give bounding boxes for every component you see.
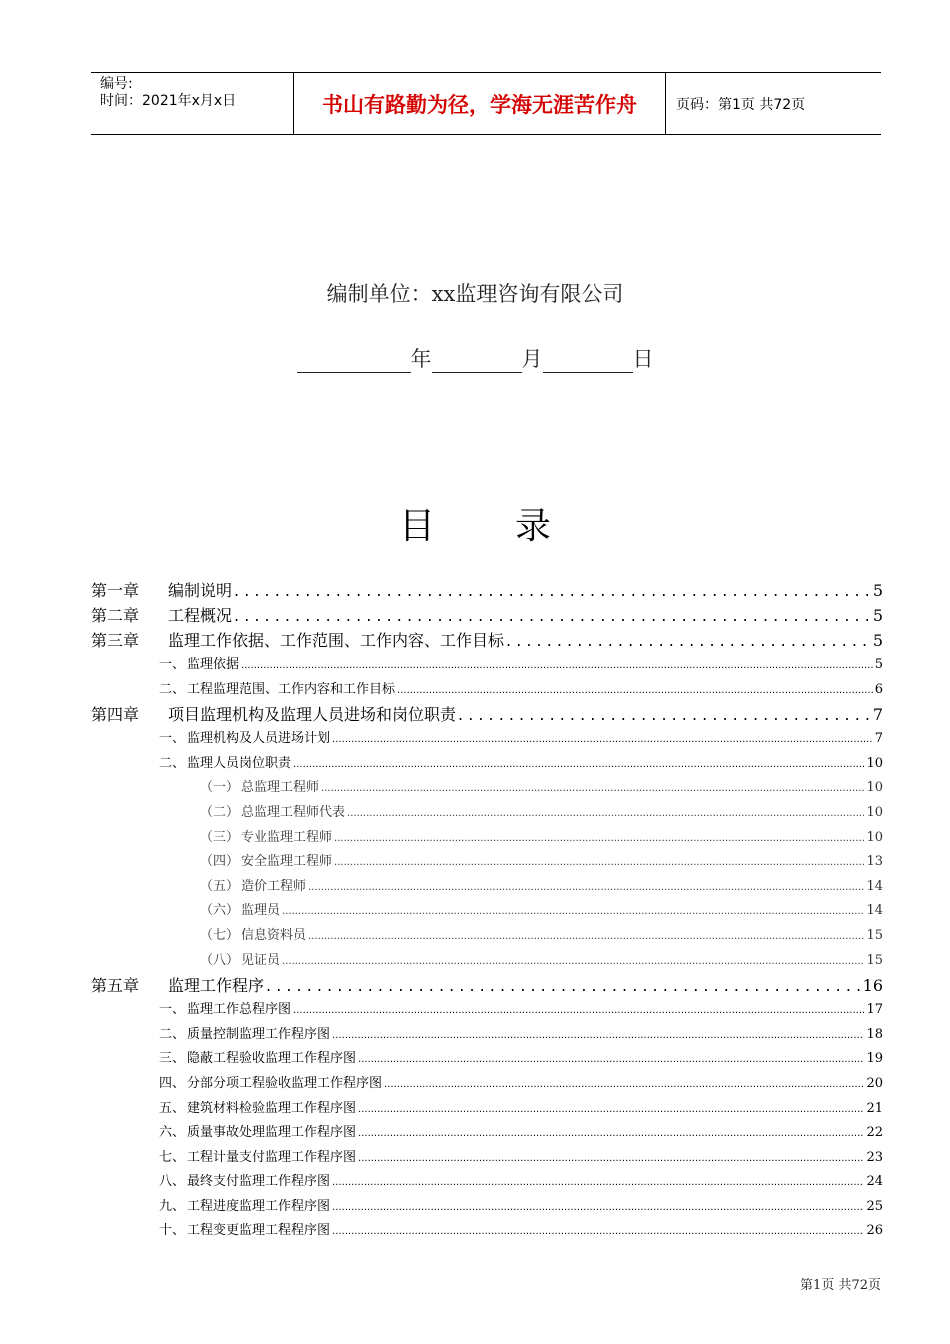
toc-entry-leader: [358, 1101, 864, 1116]
toc-entry-title: 监理依据: [187, 657, 240, 672]
toc-entry-page: 22: [866, 1125, 883, 1141]
toc-entry-leader: [282, 953, 864, 968]
toc-entry-page: 26: [866, 1223, 883, 1239]
year-blank: [297, 346, 411, 373]
toc-entry-title: 工程进度监理工作程序图: [187, 1198, 331, 1214]
toc-entry-number: 一、: [159, 1002, 186, 1018]
toc-entry-title: 工程监理范围、工作内容和工作目标: [187, 681, 396, 697]
toc-entry[interactable]: [91, 1146, 883, 1171]
header-meta: [91, 73, 293, 134]
toc-title: 目录: [398, 506, 631, 547]
month-blank: [432, 346, 522, 373]
toc-entry-number: 十、: [159, 1223, 186, 1239]
toc-entry-page: 6: [874, 681, 883, 697]
toc-entry-page: 24: [866, 1174, 883, 1190]
header-motto-cell: [293, 73, 666, 134]
toc-entry-number: 一、: [159, 731, 186, 747]
toc-entry-page: 10: [866, 780, 883, 796]
toc-entry-number: 五、: [159, 1100, 186, 1116]
toc-entry[interactable]: [91, 678, 883, 703]
day-label: 日: [632, 347, 654, 371]
toc-entry-leader: [241, 657, 873, 672]
toc-entry-title: 工程概况: [168, 606, 233, 625]
toc-entry-page: 19: [866, 1051, 883, 1067]
toc-entry-title: 造价工程师: [241, 878, 307, 894]
toc-entry-title: 信息资料员: [241, 927, 307, 943]
toc-entry[interactable]: [91, 1072, 883, 1097]
toc-entry-number: 第三章: [91, 631, 140, 650]
toc-entry-number: 八、: [159, 1174, 186, 1190]
toc-entry-number: （八）: [200, 952, 240, 968]
toc-entry-number: （七）: [200, 927, 240, 943]
toc-entry-number: 六、: [159, 1125, 186, 1141]
toc-entry[interactable]: [91, 850, 883, 875]
year-label: 年: [410, 347, 432, 371]
toc-entry-title: 质量控制监理工作程序图: [187, 1026, 331, 1042]
toc-entry-leader: [358, 1125, 864, 1140]
toc-entry-title: 质量事故处理监理工作程序图: [187, 1125, 357, 1141]
time-label: 时间：2021年x月x日: [100, 93, 237, 109]
toc-entry-leader: [347, 805, 864, 820]
toc-entry[interactable]: [91, 949, 883, 974]
number-label: 编号:: [100, 76, 133, 92]
toc-entry-title: 工程计量支付监理工作程序图: [187, 1149, 357, 1165]
toc-entry-number: （六）: [200, 903, 240, 919]
motto: 书山有路勤为径，学海无涯苦作舟: [322, 91, 637, 117]
table-of-contents: [91, 578, 883, 1244]
toc-entry[interactable]: [91, 603, 883, 628]
toc-entry-leader: [308, 928, 864, 943]
toc-entry-number: （二）: [200, 804, 240, 820]
toc-entry-leader: [358, 1150, 864, 1165]
toc-entry-page: 14: [866, 903, 883, 919]
toc-entry-page: 5: [872, 606, 883, 625]
toc-entry[interactable]: [91, 826, 883, 851]
toc-entry-title: 建筑材料检验监理工作程序图: [187, 1100, 357, 1116]
toc-entry-leader: [358, 1051, 864, 1066]
toc-entry-page: 20: [866, 1075, 883, 1091]
header-page-label: 页码：第1页 共72页: [676, 96, 806, 113]
toc-entry-number: 二、: [159, 681, 186, 697]
page-header: [91, 72, 881, 135]
toc-entry[interactable]: [91, 1097, 883, 1122]
toc-entry-page: 7: [874, 731, 883, 747]
toc-entry-page: 25: [866, 1198, 883, 1214]
toc-entry-number: 第四章: [91, 705, 140, 725]
toc-entry-number: （五）: [200, 878, 240, 894]
toc-entry[interactable]: [91, 875, 883, 900]
toc-entry-page: 17: [866, 1002, 883, 1018]
toc-entry-number: （三）: [200, 829, 240, 845]
toc-entry-title: 安全监理工程师: [241, 854, 333, 870]
toc-entry-title: 工程变更监理工程程序图: [187, 1223, 331, 1239]
toc-entry-title: 监理工作程序: [168, 976, 265, 996]
toc-entry-page: 23: [866, 1149, 883, 1165]
toc-entry-number: 三、: [159, 1051, 186, 1067]
toc-entry-leader: [234, 581, 871, 600]
toc-entry-title: 总监理工程师: [241, 780, 320, 796]
toc-entry-page: 15: [866, 927, 883, 943]
toc-entry-title: 编制说明: [168, 581, 233, 600]
month-label: 月: [521, 347, 543, 371]
toc-entry-leader: [321, 780, 864, 795]
toc-entry-number: 一、: [159, 657, 186, 672]
toc-entry-number: （四）: [200, 854, 240, 870]
toc-entry-page: 5: [872, 631, 883, 650]
toc-entry-leader: [506, 631, 871, 650]
toc-entry-title: 最终支付监理工作程序图: [187, 1174, 331, 1190]
toc-entry-title: 总监理工程师代表: [241, 804, 346, 820]
toc-entry-leader: [397, 682, 873, 697]
toc-entry-leader: [384, 1076, 864, 1091]
toc-entry-leader: [282, 903, 864, 918]
toc-entry-page: 7: [872, 705, 883, 725]
toc-entry-title: 专业监理工程师: [241, 829, 333, 845]
toc-entry-number: 二、: [159, 1026, 186, 1042]
toc-entry-number: 二、: [159, 755, 186, 771]
toc-entry-page: 13: [866, 854, 883, 870]
toc-entry-number: 第五章: [91, 976, 140, 996]
toc-entry-leader: [234, 606, 871, 625]
toc-entry-page: 18: [866, 1026, 883, 1042]
toc-entry[interactable]: [91, 998, 883, 1023]
toc-entry[interactable]: [91, 801, 883, 826]
toc-entry-number: 第二章: [91, 606, 140, 625]
toc-entry-title: 监理机构及人员进场计划: [187, 731, 331, 747]
date-line: [0, 343, 950, 373]
toc-entry[interactable]: [91, 702, 883, 727]
toc-entry-title: 监理工作总程序图: [187, 1002, 292, 1018]
toc-entry-number: 七、: [159, 1149, 186, 1165]
toc-entry-page: 10: [866, 804, 883, 820]
toc-entry-leader: [332, 1027, 864, 1042]
toc-entry[interactable]: [91, 628, 883, 653]
toc-entry-page: 10: [866, 755, 883, 771]
toc-entry[interactable]: [91, 1195, 883, 1220]
toc-entry-title: 分部分项工程验收监理工作程序图: [187, 1075, 383, 1091]
toc-entry-leader: [293, 756, 864, 771]
toc-entry-number: （一）: [200, 780, 240, 796]
toc-entry-leader: [334, 830, 864, 845]
toc-entry-title: 监理人员岗位职责: [187, 755, 292, 771]
toc-entry-title: 监理工作依据、工作范围、工作内容、工作目标: [168, 631, 505, 650]
toc-entry[interactable]: [91, 973, 883, 998]
toc-entry[interactable]: [91, 578, 883, 603]
day-blank: [543, 346, 633, 373]
toc-entry-title: 项目监理机构及监理人员进场和岗位职责: [168, 705, 457, 725]
toc-entry[interactable]: [91, 1170, 883, 1195]
toc-entry-leader: [308, 879, 864, 894]
toc-entry-page: 5: [874, 657, 883, 672]
toc-entry-number: 第一章: [91, 581, 140, 600]
page-footer: 第1页 共72页: [800, 1278, 881, 1293]
toc-entry[interactable]: [91, 1047, 883, 1072]
toc-entry-page: 5: [872, 581, 883, 600]
toc-entry-number: 九、: [159, 1198, 186, 1214]
toc-entry-page: 10: [866, 829, 883, 845]
toc-entry-title: 隐蔽工程验收监理工作程序图: [187, 1051, 357, 1067]
toc-entry[interactable]: [91, 752, 883, 777]
toc-entry-title: 见证员: [241, 952, 281, 968]
toc-entry-number: 四、: [159, 1075, 186, 1091]
toc-entry[interactable]: [91, 776, 883, 801]
toc-entry[interactable]: [91, 653, 883, 678]
header-page-cell: [666, 73, 881, 134]
toc-entry-page: 21: [866, 1100, 883, 1116]
toc-entry-leader: [332, 1223, 864, 1238]
toc-entry-title: 监理员: [241, 903, 281, 919]
toc-entry-leader: [334, 854, 864, 869]
toc-entry[interactable]: [91, 899, 883, 924]
toc-entry-leader: [266, 976, 861, 995]
toc-entry-leader: [332, 731, 873, 746]
toc-entry[interactable]: [91, 1121, 883, 1146]
toc-entry[interactable]: [91, 727, 883, 752]
toc-entry-leader: [458, 705, 871, 724]
compiling-org: 编制单位：xx监理咨询有限公司: [326, 282, 624, 306]
toc-entry-leader: [332, 1199, 864, 1214]
toc-entry[interactable]: [91, 924, 883, 949]
toc-entry-page: 16: [862, 976, 883, 996]
toc-entry-leader: [293, 1002, 864, 1017]
toc-entry-leader: [332, 1174, 864, 1189]
toc-entry[interactable]: [91, 1023, 883, 1048]
toc-entry-page: 15: [866, 952, 883, 968]
toc-entry[interactable]: [91, 1219, 883, 1244]
toc-entry-page: 14: [866, 878, 883, 894]
